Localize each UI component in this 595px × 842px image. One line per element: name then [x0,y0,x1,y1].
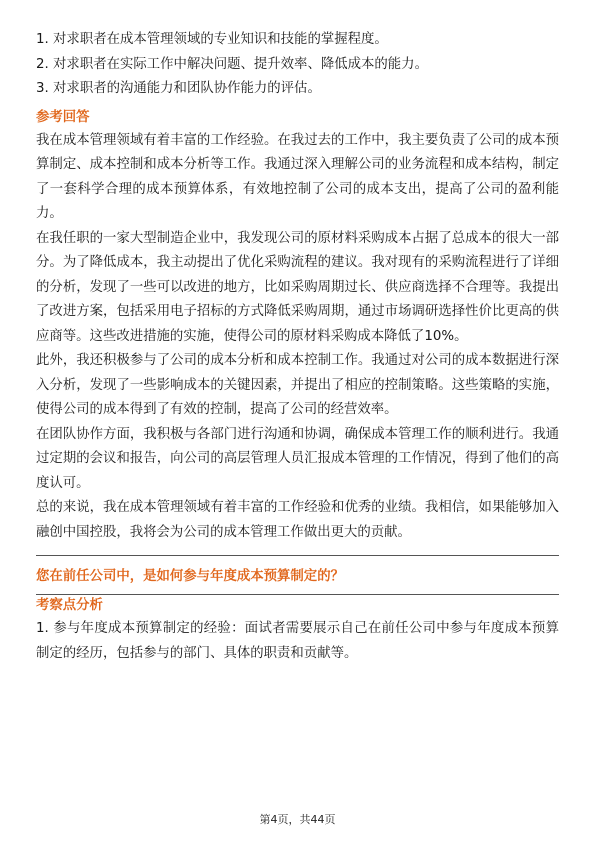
answer-paragraph-4: 在团队协作方面，我积极与各部门进行沟通和协调，确保成本管理工作的顺利进行。我通过定期的会议和报告，向公司的高层管理人员汇报成本管理的工作情况，得到了他们的高度认可。 [36,426,559,491]
question-title: 您在前任公司中，是如何参与年度成本预算制定的？ [36,569,344,584]
criteria-item-1: 1. 对求职者在成本管理领域的专业知识和技能的掌握程度。 [36,32,388,47]
answer-paragraph-2: 在我任职的一家大型制造企业中，我发现公司的原材料采购成本占据了总成本的很大一部分。为了降低成本，我主动提出了优化采购流程的建议。我对现有的采购流程进行了详细的分析，发现了一些可以改进的地方，比如采购周期过长、供应商选择不合理等。我提出了改进方案，包括采用电子招标的方式降低采购周期，通过市场调研选择性价比更高的供应商等。这些改进措施的实施，使得公司的原材料采购成本降低了10%。 [36,230,559,344]
answer-heading: 参考回答 [36,109,90,125]
analysis-item-1: 1. 参与年度成本预算制定的经验：面试者需要展示自己在前任公司中参与年度成本预算制定的经历，包括参与的部门、具体的职责和贡献等。 [36,621,559,661]
answer-body [36,129,559,546]
criteria-item-2: 2. 对求职者在实际工作中解决问题、提升效率、降低成本的能力。 [36,56,428,72]
analysis-list [36,617,559,666]
answer-paragraph-3: 此外，我还积极参与了公司的成本分析和成本控制工作。我通过对公司的成本数据进行深入分析，发现了一些影响成本的关键因素，并提出了相应的控制策略。这些策略的实施，使得公司的成本得到了有效的控制，提高了公司的经营效率。 [36,353,559,417]
criteria-item-3: 3. 对求职者的沟通能力和团队协作能力的评估。 [36,81,321,96]
answer-paragraph-5: 总的来说，我在成本管理领域有着丰富的工作经验和优秀的业绩。我相信，如果能够加入融创中国控股，我将会为公司的成本管理工作做出更大的贡献。 [36,500,559,540]
section-divider-top [36,555,559,556]
page-number: 第4页，共44页 [259,813,336,826]
page-content [36,28,559,666]
criteria-list [36,28,559,102]
answer-paragraph-1: 我在成本管理领域有着丰富的工作经验。在我过去的工作中，我主要负责了公司的成本预算制定、成本控制和成本分析等工作。我通过深入理解公司的业务流程和成本结构，制定了一套科学合理的成本预算体系，有效地控制了公司的成本支出，提高了公司的盈利能力。 [36,132,559,221]
analysis-heading: 考察点分析 [36,598,103,613]
